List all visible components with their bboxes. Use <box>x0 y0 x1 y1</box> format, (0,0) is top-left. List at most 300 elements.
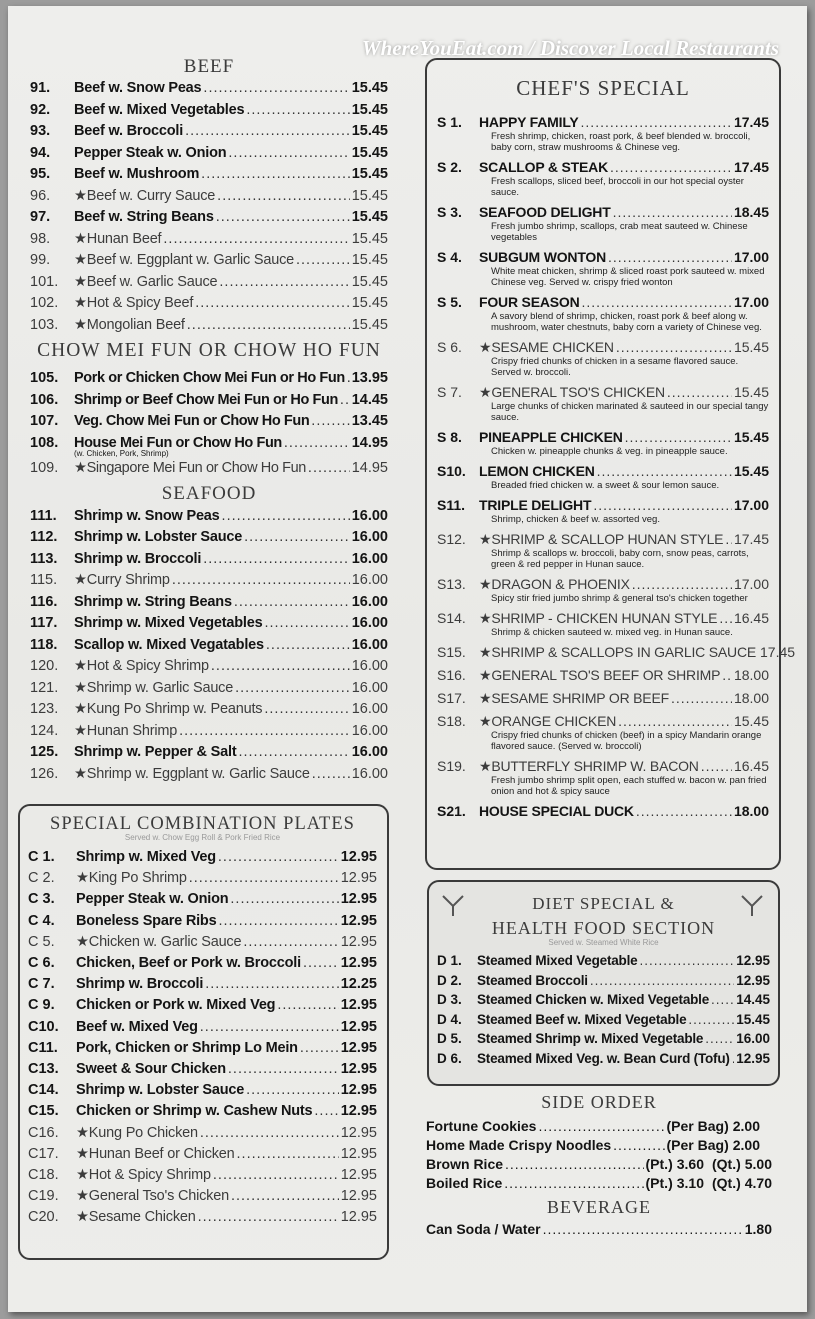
item-number: 118. <box>30 636 58 653</box>
side-item-price: 2.00 <box>732 1137 760 1153</box>
item-number: S 3. <box>437 204 462 220</box>
item-number: 98. <box>30 230 51 247</box>
special-item <box>437 757 769 797</box>
item-name: Beef w. Snow Peas <box>74 80 202 96</box>
menu-item <box>437 689 769 707</box>
leader-dots <box>732 1049 735 1069</box>
menu-item <box>28 1080 377 1101</box>
special-item <box>437 609 769 638</box>
side-item <box>426 1174 772 1193</box>
menu-item <box>30 315 388 337</box>
menu-item <box>437 609 769 627</box>
item-price: 15.45 <box>351 295 388 311</box>
special-item <box>437 575 769 604</box>
item-name: ★Beef w. Garlic Sauce <box>74 273 218 290</box>
item-price: 12.95 <box>340 933 377 950</box>
item-name: ★GENERAL TSO'S CHICKEN <box>479 384 665 400</box>
leader-dots <box>610 158 732 176</box>
item-price: 12.95 <box>340 1039 377 1056</box>
leader-dots <box>608 248 732 266</box>
item-name: ★Singapore Mei Fun or Chow Ho Fun <box>74 460 306 476</box>
item-price: 17.00 <box>733 249 769 265</box>
item-description: Chicken w. pineapple chunks & veg. in pineapple sauce. <box>491 446 728 457</box>
special-item <box>437 712 769 752</box>
menu-item <box>437 575 769 593</box>
menu-item <box>30 272 388 294</box>
leader-dots <box>246 100 349 122</box>
menu-item <box>437 113 769 131</box>
item-name: Shrimp w. Pepper & Salt <box>74 744 237 760</box>
item-name: Shrimp w. Lobster Sauce <box>74 529 243 545</box>
item-price: 16.00 <box>351 572 388 588</box>
leader-dots <box>543 1220 743 1239</box>
menu-item <box>28 1144 377 1165</box>
item-name: Shrimp w. Snow Peas <box>74 507 220 524</box>
side-title: SIDE ORDER <box>541 1092 657 1112</box>
item-price: 15.45 <box>351 252 388 268</box>
beverage-list <box>426 1220 772 1239</box>
item-name: Shrimp w. String Beans <box>74 593 232 610</box>
leader-dots <box>618 712 732 730</box>
menu-item <box>437 338 769 356</box>
menu-item <box>30 570 388 592</box>
menu-item <box>30 699 388 721</box>
menu-item <box>30 721 388 743</box>
menu-item <box>437 496 769 514</box>
menu-item <box>30 143 388 165</box>
item-description: Breaded fried chicken w. a sweet & sour lemon sauce. <box>491 480 720 491</box>
item-number: D 1. <box>437 953 462 968</box>
item-price: 16.00 <box>351 658 388 674</box>
item-number: 99. <box>30 252 51 268</box>
item-price: 12.95 <box>340 1188 377 1205</box>
item-name: Steamed Mixed Vegetable <box>477 953 638 968</box>
menu-item <box>28 868 377 889</box>
item-number: S 2. <box>437 159 462 175</box>
item-name: FOUR SEASON <box>479 294 580 310</box>
item-name: ★SHRIMP & SCALLOP HUNAN STYLE <box>479 531 724 547</box>
side-item-price: 3.60 <box>676 1156 704 1172</box>
item-price: 16.00 <box>351 765 388 782</box>
item-number: S16. <box>437 667 466 683</box>
leader-dots <box>613 1136 664 1155</box>
item-price: 12.95 <box>340 1018 377 1035</box>
item-name: ★Shrimp w. Eggplant w. Garlic Sauce <box>74 765 310 782</box>
item-number: S 7. <box>437 384 462 400</box>
item-price: 16.00 <box>351 722 388 739</box>
item-number: S21. <box>437 803 466 819</box>
item-number: D 4. <box>437 1011 462 1027</box>
item-number: S 5. <box>437 294 462 310</box>
item-price: 17.45 <box>760 644 796 660</box>
menu-item <box>437 530 769 548</box>
item-description: Spicy stir fried jumbo shrimp & general tso's chicken together <box>491 593 748 604</box>
item-price: 17.00 <box>733 576 769 592</box>
item-price: 16.00 <box>351 550 388 567</box>
menu-item <box>437 158 769 176</box>
item-price: 12.95 <box>736 1050 770 1066</box>
special-item <box>437 158 769 198</box>
leader-dots <box>200 1017 339 1038</box>
leader-dots <box>211 656 350 678</box>
item-price: 16.00 <box>351 615 388 631</box>
menu-item <box>30 592 388 614</box>
bird-icon <box>441 892 469 920</box>
side-item-price: 3.10 <box>676 1175 704 1191</box>
item-number: 95. <box>30 166 51 182</box>
item-number: 101. <box>30 273 59 290</box>
menu-item <box>28 932 377 953</box>
side-item-unit: (Pt.) <box>645 1156 673 1172</box>
menu-item <box>28 1101 377 1122</box>
item-price: 15.45 <box>351 187 388 204</box>
leader-dots <box>237 1144 339 1165</box>
diet-title-line1: DIET SPECIAL & <box>532 894 675 913</box>
item-number: D 5. <box>437 1031 462 1046</box>
leader-dots <box>581 113 732 131</box>
menu-item <box>30 293 388 315</box>
chefs-special-box <box>425 58 796 870</box>
leader-dots <box>228 1059 339 1080</box>
item-number: S10. <box>437 463 466 479</box>
leader-dots <box>311 411 349 433</box>
item-price: 14.95 <box>351 434 388 451</box>
item-name: Pork, Chicken or Shrimp Lo Mein <box>76 1039 298 1056</box>
item-description: Large chunks of chicken marinated & sauteed in our special tangy sauce. <box>491 401 769 423</box>
item-name: Beef w. Mushroom <box>74 166 200 182</box>
item-price: 15.45 <box>351 209 388 225</box>
item-name: ★Hunan Beef or Chicken <box>76 1145 235 1162</box>
item-price: 14.95 <box>351 460 388 476</box>
item-name: Pepper Steak w. Onion <box>76 891 229 908</box>
item-price: 12.95 <box>340 1061 377 1078</box>
menu-item <box>437 757 769 775</box>
beverage-title: BEVERAGE <box>547 1197 651 1217</box>
side-item <box>426 1117 772 1136</box>
item-name: ★General Tso's Chicken <box>76 1188 229 1205</box>
item-name: Pepper Steak w. Onion <box>74 144 227 161</box>
leader-dots <box>312 764 350 786</box>
item-description: Crispy fried chunks of chicken (beef) in a spicy Mandarin orange flavored sauce. (Served w. broccoli) <box>491 730 762 752</box>
item-name: Shrimp w. Mixed Vegetables <box>74 615 263 631</box>
side-item-name: Fortune Cookies <box>426 1118 537 1134</box>
item-name: Shrimp w. Broccoli <box>74 550 202 567</box>
item-number: C 3. <box>28 891 55 908</box>
menu-page <box>8 6 807 1312</box>
menu-item <box>437 802 769 820</box>
menu-item <box>30 411 388 433</box>
leader-dots <box>701 757 732 775</box>
leader-dots <box>277 995 338 1016</box>
side-item-unit: (Pt.) <box>645 1175 673 1191</box>
item-description: Fresh scallops, sliced beef, broccoli in our hot special oyster sauce. <box>491 176 744 198</box>
leader-dots <box>200 1123 339 1144</box>
item-number: S 1. <box>437 114 462 130</box>
menu-item <box>30 527 388 549</box>
item-number: 93. <box>30 123 51 139</box>
item-name: ★BUTTERFLY SHRIMP W. BACON <box>479 758 699 774</box>
item-price: 15.45 <box>351 144 388 161</box>
beverage-item <box>426 1220 772 1239</box>
leader-dots <box>201 164 350 186</box>
item-price: 12.95 <box>340 891 377 908</box>
item-number: S19. <box>437 758 466 774</box>
item-name: Steamed Shrimp w. Mixed Vegetable <box>477 1031 704 1046</box>
item-name: Shrimp w. Lobster Sauce <box>76 1082 245 1099</box>
leader-dots <box>189 868 339 889</box>
item-number: 113. <box>30 550 58 567</box>
item-name: ★SESAME SHRIMP OR BEEF <box>479 690 669 706</box>
item-price: 16.00 <box>351 507 388 524</box>
item-name: Shrimp or Beef Chow Mei Fun or Ho Fun <box>74 391 338 408</box>
item-description: Shrimp & scallops w. broccoli, baby corn, snow peas, carrots, green & red pepper in Hunan sauce. <box>491 548 749 570</box>
leader-dots <box>538 1117 664 1136</box>
leader-dots <box>639 951 734 971</box>
menu-item <box>437 383 769 401</box>
item-number: 94. <box>30 144 51 161</box>
item-name: ★Kung Po Shrimp w. Peanuts <box>74 701 263 717</box>
special-item <box>437 802 769 820</box>
item-number: C10. <box>28 1018 59 1035</box>
menu-item <box>30 207 388 229</box>
seafood-title: SEAFOOD <box>161 482 257 504</box>
menu-item <box>28 1038 377 1059</box>
item-name: Beef w. Mixed Veg <box>76 1018 198 1035</box>
item-number: 111. <box>30 507 57 524</box>
item-price: 15.45 <box>351 166 388 182</box>
menu-item <box>28 995 377 1016</box>
menu-item <box>30 742 388 764</box>
combo-subtitle: Served w. Chow Egg Roll & Pork Fried Rice <box>124 833 281 842</box>
item-number: C 7. <box>28 976 55 993</box>
item-name: Beef w. Mixed Vegetables <box>74 101 245 118</box>
item-name: ★Beef w. Eggplant w. Garlic Sauce <box>74 252 294 268</box>
menu-item <box>437 951 770 971</box>
leader-dots <box>616 338 732 356</box>
leader-dots <box>179 721 350 743</box>
menu-item <box>28 1207 377 1228</box>
leader-dots <box>185 121 350 143</box>
leader-dots <box>235 678 350 700</box>
leader-dots <box>244 527 350 549</box>
beverage-price: 1.80 <box>744 1221 772 1237</box>
chow-title: CHOW MEI FUN OR CHOW HO FUN <box>37 340 381 361</box>
menu-item <box>30 390 388 412</box>
leader-dots <box>246 1080 339 1101</box>
menu-item <box>30 678 388 700</box>
item-number: C20. <box>28 1209 59 1226</box>
item-number: 103. <box>30 316 59 333</box>
leader-dots <box>504 1174 643 1193</box>
leader-dots <box>719 609 732 627</box>
item-number: 106. <box>30 391 59 408</box>
item-price: 15.45 <box>736 1011 770 1027</box>
menu-item <box>437 428 769 446</box>
item-number: C 4. <box>28 912 55 929</box>
item-name: TRIPLE DELIGHT <box>479 497 592 513</box>
leader-dots <box>198 1207 339 1228</box>
menu-item <box>28 1186 377 1207</box>
item-number: S13. <box>437 576 466 592</box>
leader-dots <box>172 570 350 592</box>
item-price: 12.95 <box>340 1167 377 1184</box>
diet-list <box>437 951 770 1068</box>
leader-dots <box>213 1165 339 1186</box>
item-number: S12. <box>437 531 466 547</box>
item-number: 120. <box>30 658 59 674</box>
leader-dots <box>705 1029 734 1049</box>
menu-item <box>28 1123 377 1144</box>
item-price: 12.95 <box>340 1082 377 1099</box>
leader-dots <box>234 592 350 614</box>
item-price: 17.45 <box>733 114 769 130</box>
side-item-name: Brown Rice <box>426 1156 504 1172</box>
side-item-unit: (Per Bag) <box>666 1118 729 1134</box>
item-price: 12.95 <box>340 849 377 865</box>
menu-item <box>30 506 388 528</box>
leader-dots <box>671 689 732 707</box>
leader-dots <box>308 458 350 480</box>
menu-item <box>30 121 388 143</box>
special-item <box>437 293 769 333</box>
item-price: 14.45 <box>736 992 770 1007</box>
item-number: C 5. <box>28 933 55 950</box>
item-description: White meat chicken, shrimp & sliced roast pork sauteed w. mixed Chinese veg. Served w. crispy fried wonton <box>491 266 765 288</box>
item-number: S18. <box>437 713 466 729</box>
item-number: C 2. <box>28 870 55 887</box>
menu-item <box>30 100 388 122</box>
item-note: (w. Chicken, Pork, Shrimp) <box>74 449 169 458</box>
chef-title: CHEF'S SPECIAL <box>516 76 690 100</box>
menu-item <box>28 1165 377 1186</box>
item-number: 96. <box>30 187 51 204</box>
item-name: Sweet & Sour Chicken <box>76 1061 226 1078</box>
special-item <box>437 496 769 525</box>
menu-item <box>30 656 388 678</box>
leader-dots <box>296 250 350 272</box>
item-price: 12.95 <box>340 1209 377 1226</box>
diet-subtitle: Served w. Steamed White Rice <box>548 938 659 947</box>
leader-dots <box>205 974 339 995</box>
item-name: ★Hot & Spicy Beef <box>74 295 194 311</box>
item-price: 16.00 <box>736 1031 770 1046</box>
item-number: 112. <box>30 529 58 545</box>
item-name: SUBGUM WONTON <box>479 249 607 265</box>
item-price: 17.45 <box>733 159 769 175</box>
chow-list <box>30 368 388 480</box>
menu-item <box>437 990 770 1010</box>
item-number: 91. <box>30 80 51 96</box>
item-price: 12.95 <box>340 870 377 887</box>
item-number: S 8. <box>437 429 462 445</box>
item-price: 17.00 <box>733 497 769 513</box>
leader-dots <box>636 802 732 820</box>
item-description: Crispy fried chunks of chicken in a sesame flavored sauce. Served w. broccoli. <box>491 356 739 378</box>
item-name: LEMON CHICKEN <box>479 463 595 479</box>
left-column <box>30 56 388 785</box>
item-number: C13. <box>28 1061 59 1078</box>
item-description: A savory blend of shrimp, chicken, roast pork & beef along w. mushroom, water chestnuts, baby corn a variety of Chinese veg. <box>491 311 762 333</box>
item-name: ★GENERAL TSO'S BEEF OR SHRIMP <box>479 667 721 683</box>
item-name: ★King Po Shrimp <box>76 870 187 887</box>
leader-dots <box>264 613 349 635</box>
item-name: HAPPY FAMILY <box>479 114 579 130</box>
special-item <box>437 383 769 423</box>
combination-plates-box <box>18 804 389 1260</box>
item-name: ★Shrimp w. Garlic Sauce <box>74 679 234 696</box>
side-order-section <box>426 1092 772 1239</box>
item-price: 15.45 <box>733 429 769 445</box>
leader-dots <box>203 549 350 571</box>
special-item <box>437 530 769 570</box>
item-number: C 9. <box>28 997 55 1014</box>
item-name: ★Kung Po Chicken <box>76 1124 198 1141</box>
menu-item <box>30 613 388 635</box>
item-name: ★Mongolian Beef <box>74 316 185 333</box>
item-price: 18.00 <box>733 667 769 683</box>
item-name: Boneless Spare Ribs <box>76 912 217 929</box>
item-name: PINEAPPLE CHICKEN <box>479 429 623 445</box>
beef-title: BEEF <box>183 56 235 77</box>
menu-item <box>437 1029 770 1049</box>
side-item <box>426 1136 772 1155</box>
item-description: Fresh jumbo shrimp split open, each stuffed w. bacon w. pan fried onion and hot & spicy sauce <box>491 775 767 797</box>
item-number: C16. <box>28 1124 59 1141</box>
beverage-name: Can Soda / Water <box>426 1221 541 1237</box>
leader-dots <box>266 635 350 657</box>
item-price: 15.45 <box>351 123 388 139</box>
item-name: ★Hot & Spicy Shrimp <box>74 658 209 674</box>
leader-dots <box>230 889 338 910</box>
item-number: 125. <box>30 744 59 760</box>
side-item-name: Home Made Crispy Noodles <box>426 1137 612 1153</box>
side-item-unit: (Qt.) <box>711 1175 741 1191</box>
item-description: Shrimp, chicken & beef w. assorted veg. <box>491 514 660 525</box>
item-price: 16.00 <box>351 701 388 717</box>
special-item <box>437 248 769 288</box>
item-number: S 6. <box>437 339 462 355</box>
item-number: C18. <box>28 1167 59 1184</box>
item-number: 105. <box>30 370 59 386</box>
menu-item <box>437 1010 770 1030</box>
side-list <box>426 1117 772 1193</box>
leader-dots <box>222 506 350 528</box>
item-price: 14.45 <box>351 391 388 408</box>
leader-dots <box>284 433 350 455</box>
leader-dots <box>218 847 339 868</box>
item-price: 16.00 <box>351 593 388 610</box>
special-item <box>437 428 769 457</box>
item-name: ★Hot & Spicy Shrimp <box>76 1167 211 1184</box>
leader-dots <box>231 1186 339 1207</box>
leader-dots <box>597 462 732 480</box>
item-name: ★Curry Shrimp <box>74 572 170 588</box>
item-name: ★SHRIMP - CHICKEN HUNAN STYLE <box>479 610 718 626</box>
leader-dots <box>238 742 349 764</box>
item-name: ★Beef w. Curry Sauce <box>74 187 216 204</box>
item-price: 15.45 <box>351 316 388 333</box>
item-price: 16.45 <box>733 758 769 774</box>
menu-item <box>30 549 388 571</box>
item-number: S14. <box>437 610 466 626</box>
item-name: SCALLOP & STEAK <box>479 159 608 175</box>
item-name: Chicken, Beef or Pork w. Broccoli <box>76 955 301 972</box>
item-name: Chicken or Shrimp w. Cashew Nuts <box>76 1103 313 1120</box>
item-name: Scallop w. Mixed Vegatables <box>74 636 264 653</box>
item-number: 124. <box>30 722 59 739</box>
leader-dots <box>340 390 350 412</box>
item-price: 18.45 <box>733 204 769 220</box>
